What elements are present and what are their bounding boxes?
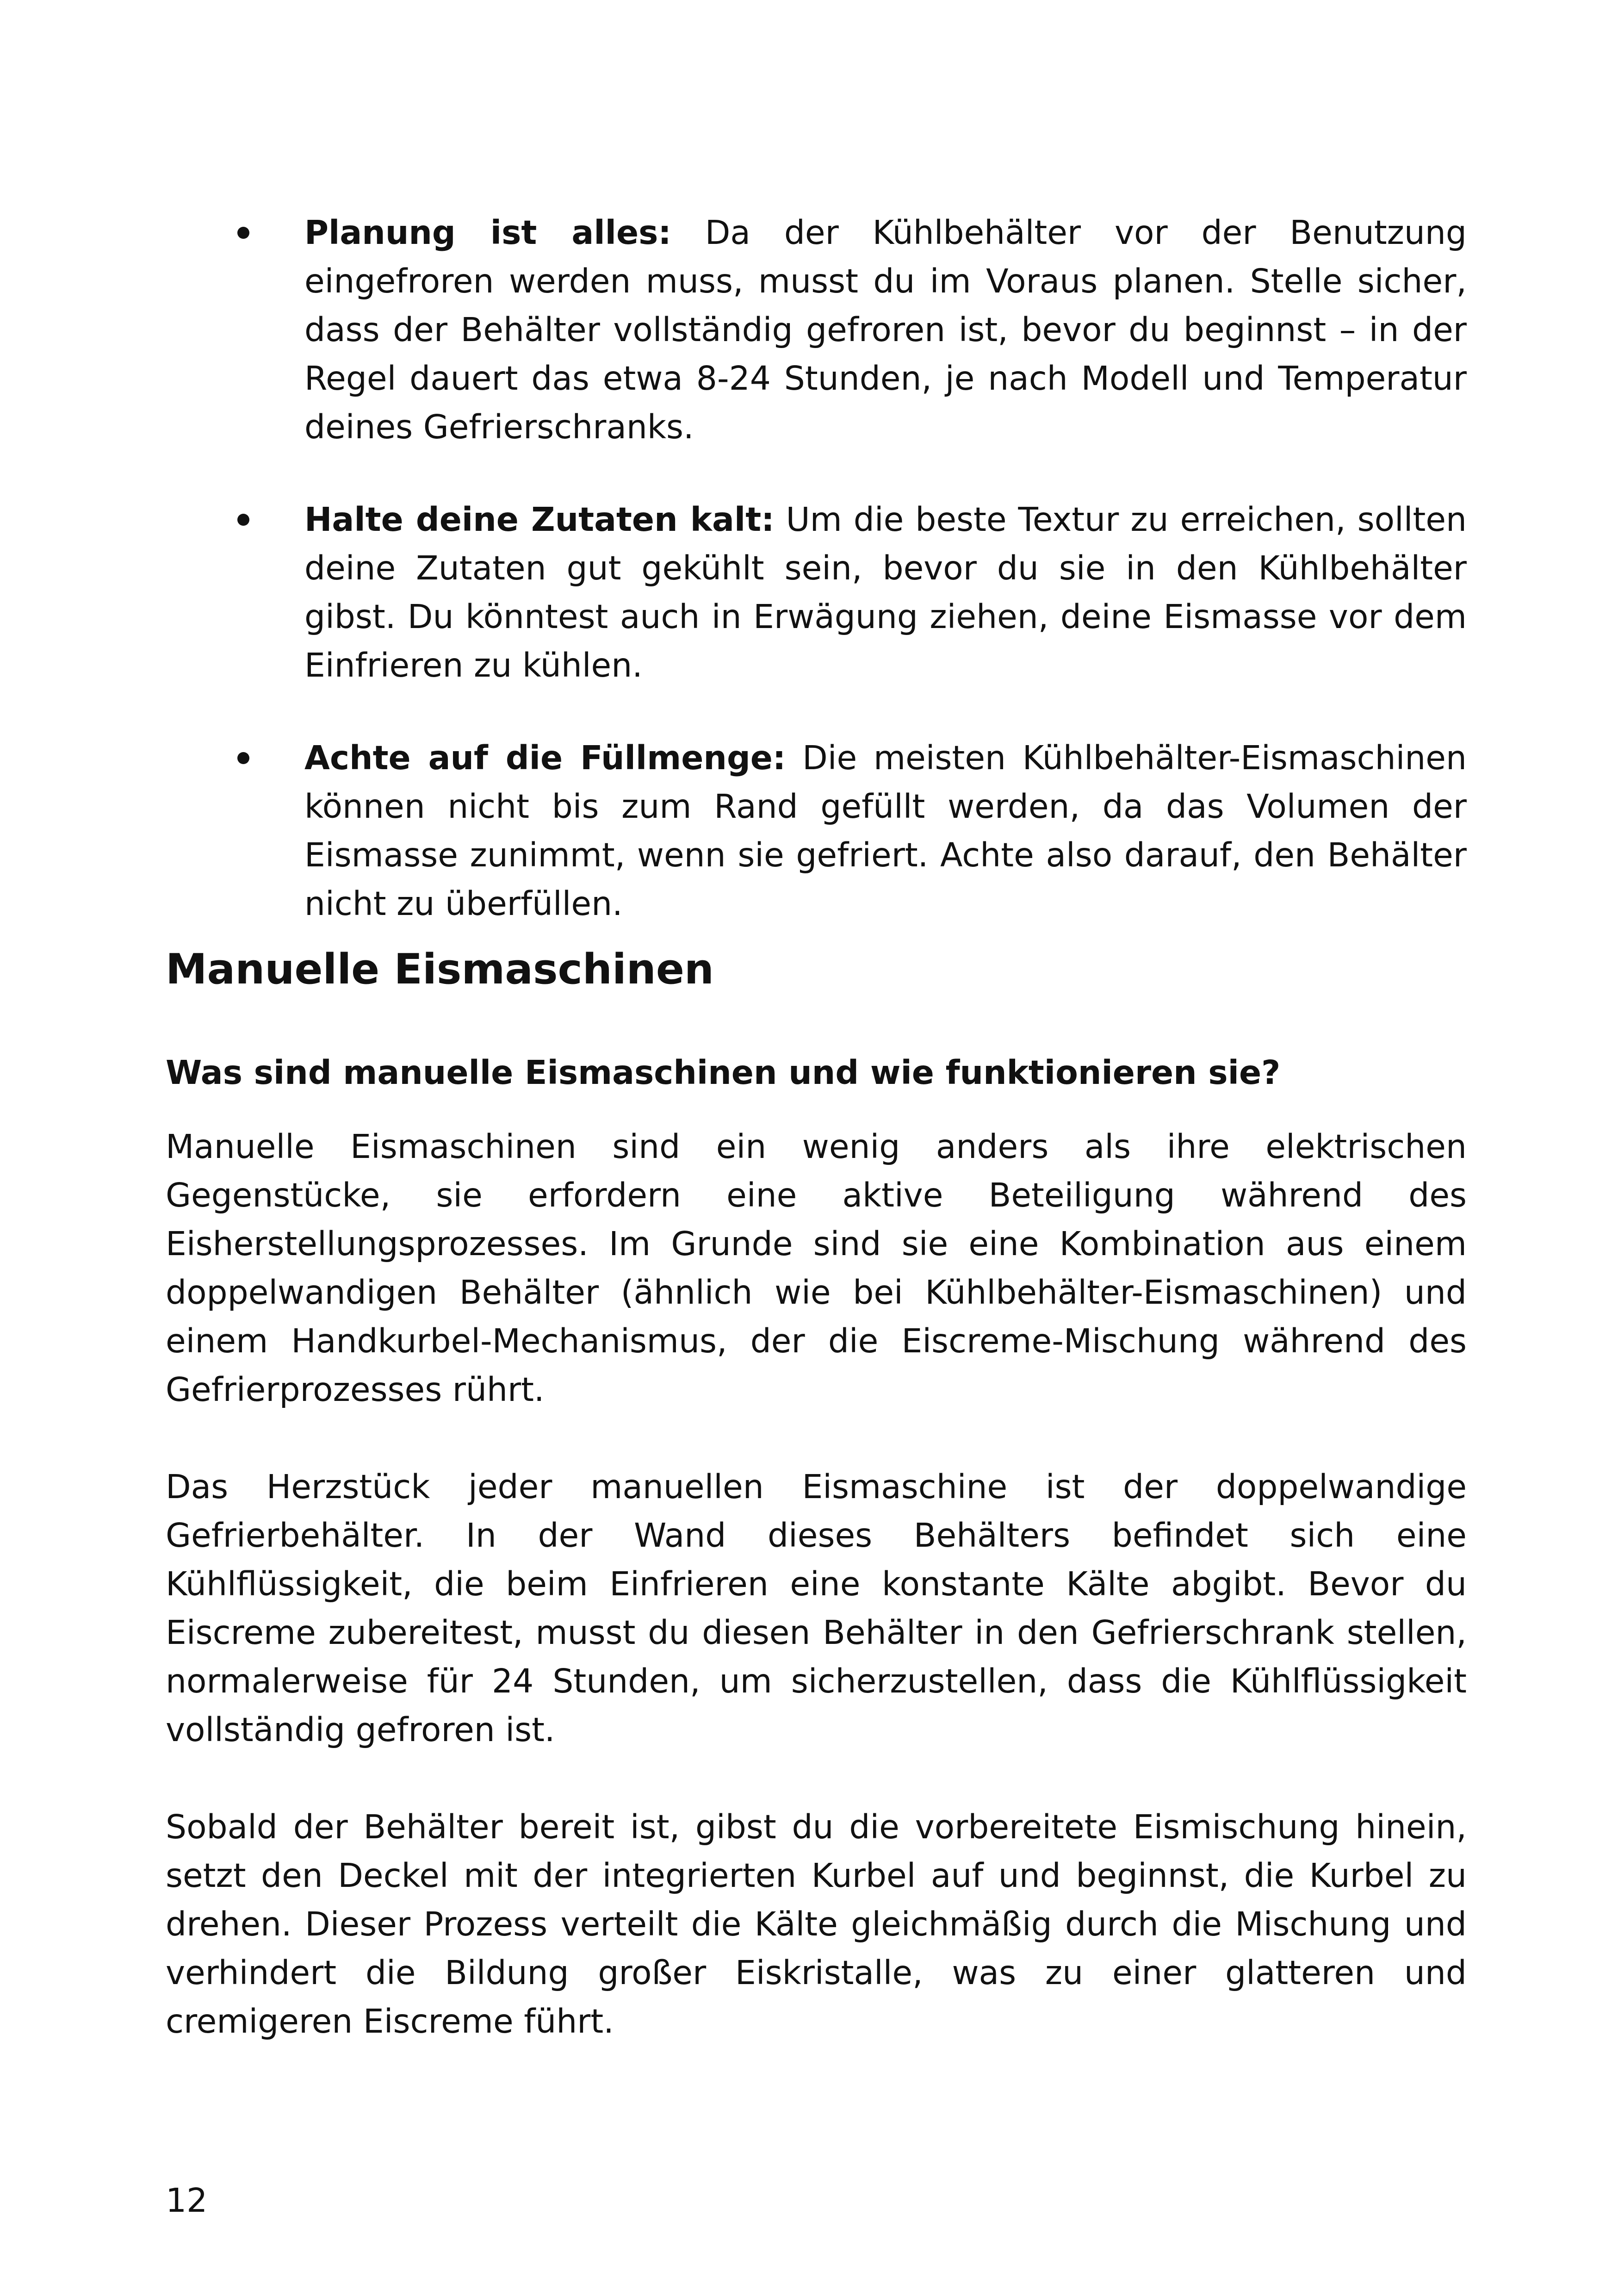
bullet-text: Da der Kühlbehälter vor der Benutzung eingefroren werden muss, musst du im Voraus planen. Stelle sicher, dass der Behälter vollständig gefroren ist, bevor du beginnst – in der Regel dauert das etwa 8-24 Stunden, je nach Modell und Temperatur deines Gefrierschranks. [304, 213, 1467, 446]
list-item [0, 734, 1467, 928]
bullet-term: Achte auf die Füllmenge: [304, 739, 786, 777]
bullet-icon [237, 227, 249, 239]
bullet-term: Planung ist alles: [304, 213, 671, 252]
subheading: Was sind manuelle Eismaschinen und wie funktionieren sie? [166, 1053, 1281, 1092]
paragraph: Manuelle Eismaschinen sind ein wenig anders als ihre elektrischen Gegenstücke, sie erfordern eine aktive Beteiligung während des Eisherstellungsprozesses. Im Grunde sind sie eine Kombination aus einem doppelwandigen Behälter (ähnlich wie bei Kühlbehälter-Eismaschinen) und einem Handkurbel-Mechanismus, der die Eiscreme-Mischung während des Gefrierprozesses rührt. [166, 1127, 1467, 1409]
bullet-term: Halte deine Zutaten kalt: [304, 500, 775, 539]
bullet-icon [237, 752, 249, 764]
tips-list [0, 208, 1618, 972]
bullet-text: Um die beste Textur zu erreichen, sollten deine Zutaten gut gekühlt sein, bevor du sie in den Kühlbehälter gibst. Du könntest auch in Erwägung ziehen, deine Eismasse vor dem Einfrieren zu kühlen. [304, 500, 1467, 684]
bullet-icon [237, 514, 249, 526]
paragraph: Sobald der Behälter bereit ist, gibst du die vorbereitete Eismischung hinein, setzt den Deckel mit der integrierten Kurbel auf und beginnst, die Kurbel zu drehen. Dieser Prozess verteilt die Kälte gleichmäßig durch die Mischung und verhindert die Bildung großer Eiskristalle, was zu einer glatteren und cremigeren Eiscreme führt. [166, 1808, 1467, 2041]
page-number: 12 [166, 2181, 208, 2220]
section-heading: Manuelle Eismaschinen [166, 945, 714, 994]
paragraph: Das Herzstück jeder manuellen Eismaschine ist der doppelwandige Gefrierbehälter. In der Wand dieses Behälters befindet sich eine Kühlflüssigkeit, die beim Einfrieren eine konstante Kälte abgibt. Bevor du Eiscreme zubereitest, musst du diesen Behälter in den Gefrierschrank stellen, normalerweise für 24 Stunden, um sicherzustellen, dass die Kühlflüssigkeit vollständig gefroren ist. [166, 1468, 1467, 1749]
list-item [0, 495, 1467, 690]
body-text [166, 1122, 1467, 2094]
bullet-text: Die meisten Kühlbehälter-Eismaschinen können nicht bis zum Rand gefüllt werden, da das Volumen der Eismasse zunimmt, wenn sie gefriert. Achte also darauf, den Behälter nicht zu überfüllen. [304, 739, 1467, 923]
list-item [0, 208, 1467, 451]
